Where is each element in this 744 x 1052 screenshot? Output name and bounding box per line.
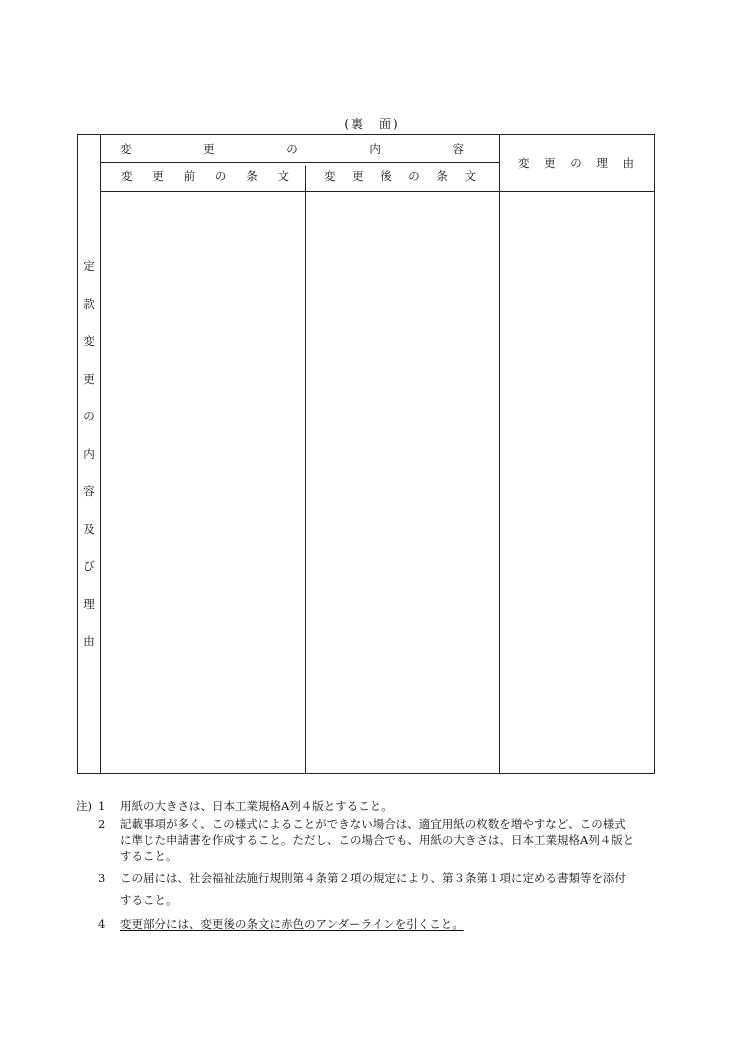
after-article-field[interactable]	[306, 192, 498, 773]
before-article-field[interactable]	[101, 192, 304, 773]
note-text: に準じた申請書を作成すること。ただし、この場合でも、用紙の大きさは、日本工業規格A列４版と	[120, 833, 635, 847]
note-item	[76, 916, 686, 932]
note-text: すること。	[120, 849, 178, 863]
before-article-header: 変 更 前 の 条 文	[121, 169, 289, 183]
content-subheader-divider	[100, 162, 499, 163]
side-vertical-label: 定 款 変 更 の 内 容 及 び 理 由	[83, 259, 95, 648]
reason-header: 変 更 の 理 由	[518, 156, 634, 170]
note-number: 4	[98, 917, 106, 931]
note-number: 3	[98, 871, 106, 885]
note-text: すること。	[120, 893, 178, 907]
note-text-underlined: 変更部分には、変更後の条文に赤色のアンダーラインを引くこと。	[120, 917, 464, 931]
note-item	[76, 870, 686, 908]
after-article-header: 変 更 後 の 条 文	[324, 169, 476, 183]
note-number: 1	[98, 799, 106, 813]
page-side-label: (裏 面)	[344, 117, 400, 131]
note-number: 2	[98, 817, 106, 831]
notes-prefix: 注)	[76, 799, 92, 813]
notes-section	[76, 798, 686, 934]
amendment-form-table	[77, 134, 655, 774]
note-text: この届には、社会福祉法施行規則第４条第２項の規定により、第３条第１項に定める書類等を添付	[120, 871, 626, 885]
note-item	[76, 816, 686, 864]
note-item	[76, 798, 686, 814]
note-text: 用紙の大きさは、日本工業規格A列４版とすること。	[120, 799, 393, 813]
content-header: 変 更 の 内 容	[120, 142, 464, 156]
reason-field[interactable]	[500, 192, 654, 773]
note-text: 記載事項が多く、この様式によることができない場合は、適宜用紙の枚数を増やすなど、この様式	[120, 817, 626, 831]
